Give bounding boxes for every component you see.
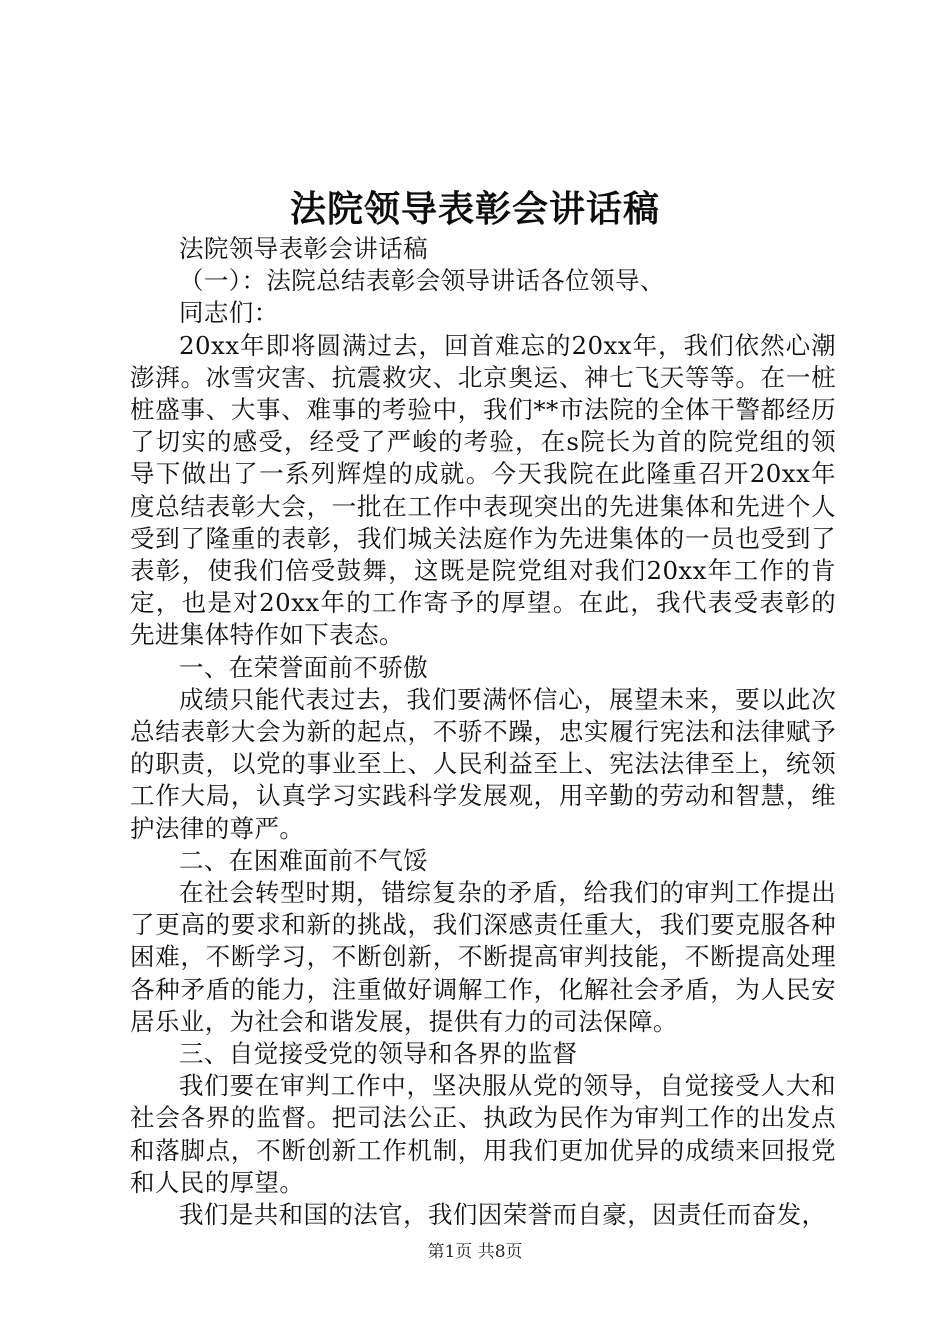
paragraph-intro: 20xx年即将圆满过去，回首难忘的20xx年，我们依然心潮澎湃。冰雪灾害、抗震救灾、北京奥运、神七飞天等等。在一桩桩盛事、大事、难事的考验中，我们**市法院的全体干警都经历了切实的感受，经受了严峻的考验，在s院长为首的院党组的领导下做出了一系列辉煌的成就。今天我院在此隆重召开20xx年度总结表彰大会，一批在工作中表现突出的先进集体和先进个人受到了隆重的表彰，我们城关法庭作为先进集体的一员也受到了表彰，使我们倍受鼓舞，这既是院党组对我们20xx年工作的肯定，也是对20xx年的工作寄予的厚望。在此，我代表受表彰的先进集体特作如下表态。	[130, 330, 836, 650]
paragraph-closing: 我们是共和国的法官，我们因荣誉而自豪，因责任而奋发，	[179, 1200, 827, 1230]
paragraph-point-1: 成绩只能代表过去，我们要满怀信心，展望未来，要以此次总结表彰大会为新的起点，不骄不躁，忠实履行宪法和法律赋予的职责，以党的事业至上、人民利益至上、宪法法律至上，统领工作大局，认真学习实践科学发展观，用辛勤的劳动和智慧，维护法律的尊严。	[130, 684, 836, 843]
paragraph-section-heading: （一）：法院总结表彰会领导讲话各位领导、	[179, 266, 665, 296]
paragraph-point-3: 我们要在审判工作中，坚决服从党的领导，自觉接受人大和社会各界的监督。把司法公正、执政为民作为审判工作的出发点和落脚点，不断创新工作机制，用我们更加优异的成绩来回报党和人民的厚望。	[130, 1071, 836, 1197]
heading-point-1: 一、在荣誉面前不骄傲	[179, 652, 428, 682]
heading-point-2: 二、在困难面前不气馁	[179, 845, 428, 875]
heading-point-3: 三、自觉接受党的领导和各界的监督	[179, 1039, 578, 1069]
paragraph-subtitle: 法院领导表彰会讲话稿	[179, 234, 428, 263]
document-body	[130, 233, 836, 1231]
page-number-footer: 第1页 共8页	[427, 1242, 523, 1262]
document-title: 法院领导表彰会讲话稿	[289, 188, 660, 230]
paragraph-point-2: 在社会转型时期，错综复杂的矛盾，给我们的审判工作提出了更高的要求和新的挑战，我们深感责任重大，我们要克服各种困难，不断学习，不断创新，不断提高审判技能，不断提高处理各种矛盾的能力，注重做好调解工作，化解社会矛盾，为人民安居乐业，为社会和谐发展，提供有力的司法保障。	[130, 878, 836, 1036]
paragraph-salutation: 同志们：	[179, 298, 279, 328]
